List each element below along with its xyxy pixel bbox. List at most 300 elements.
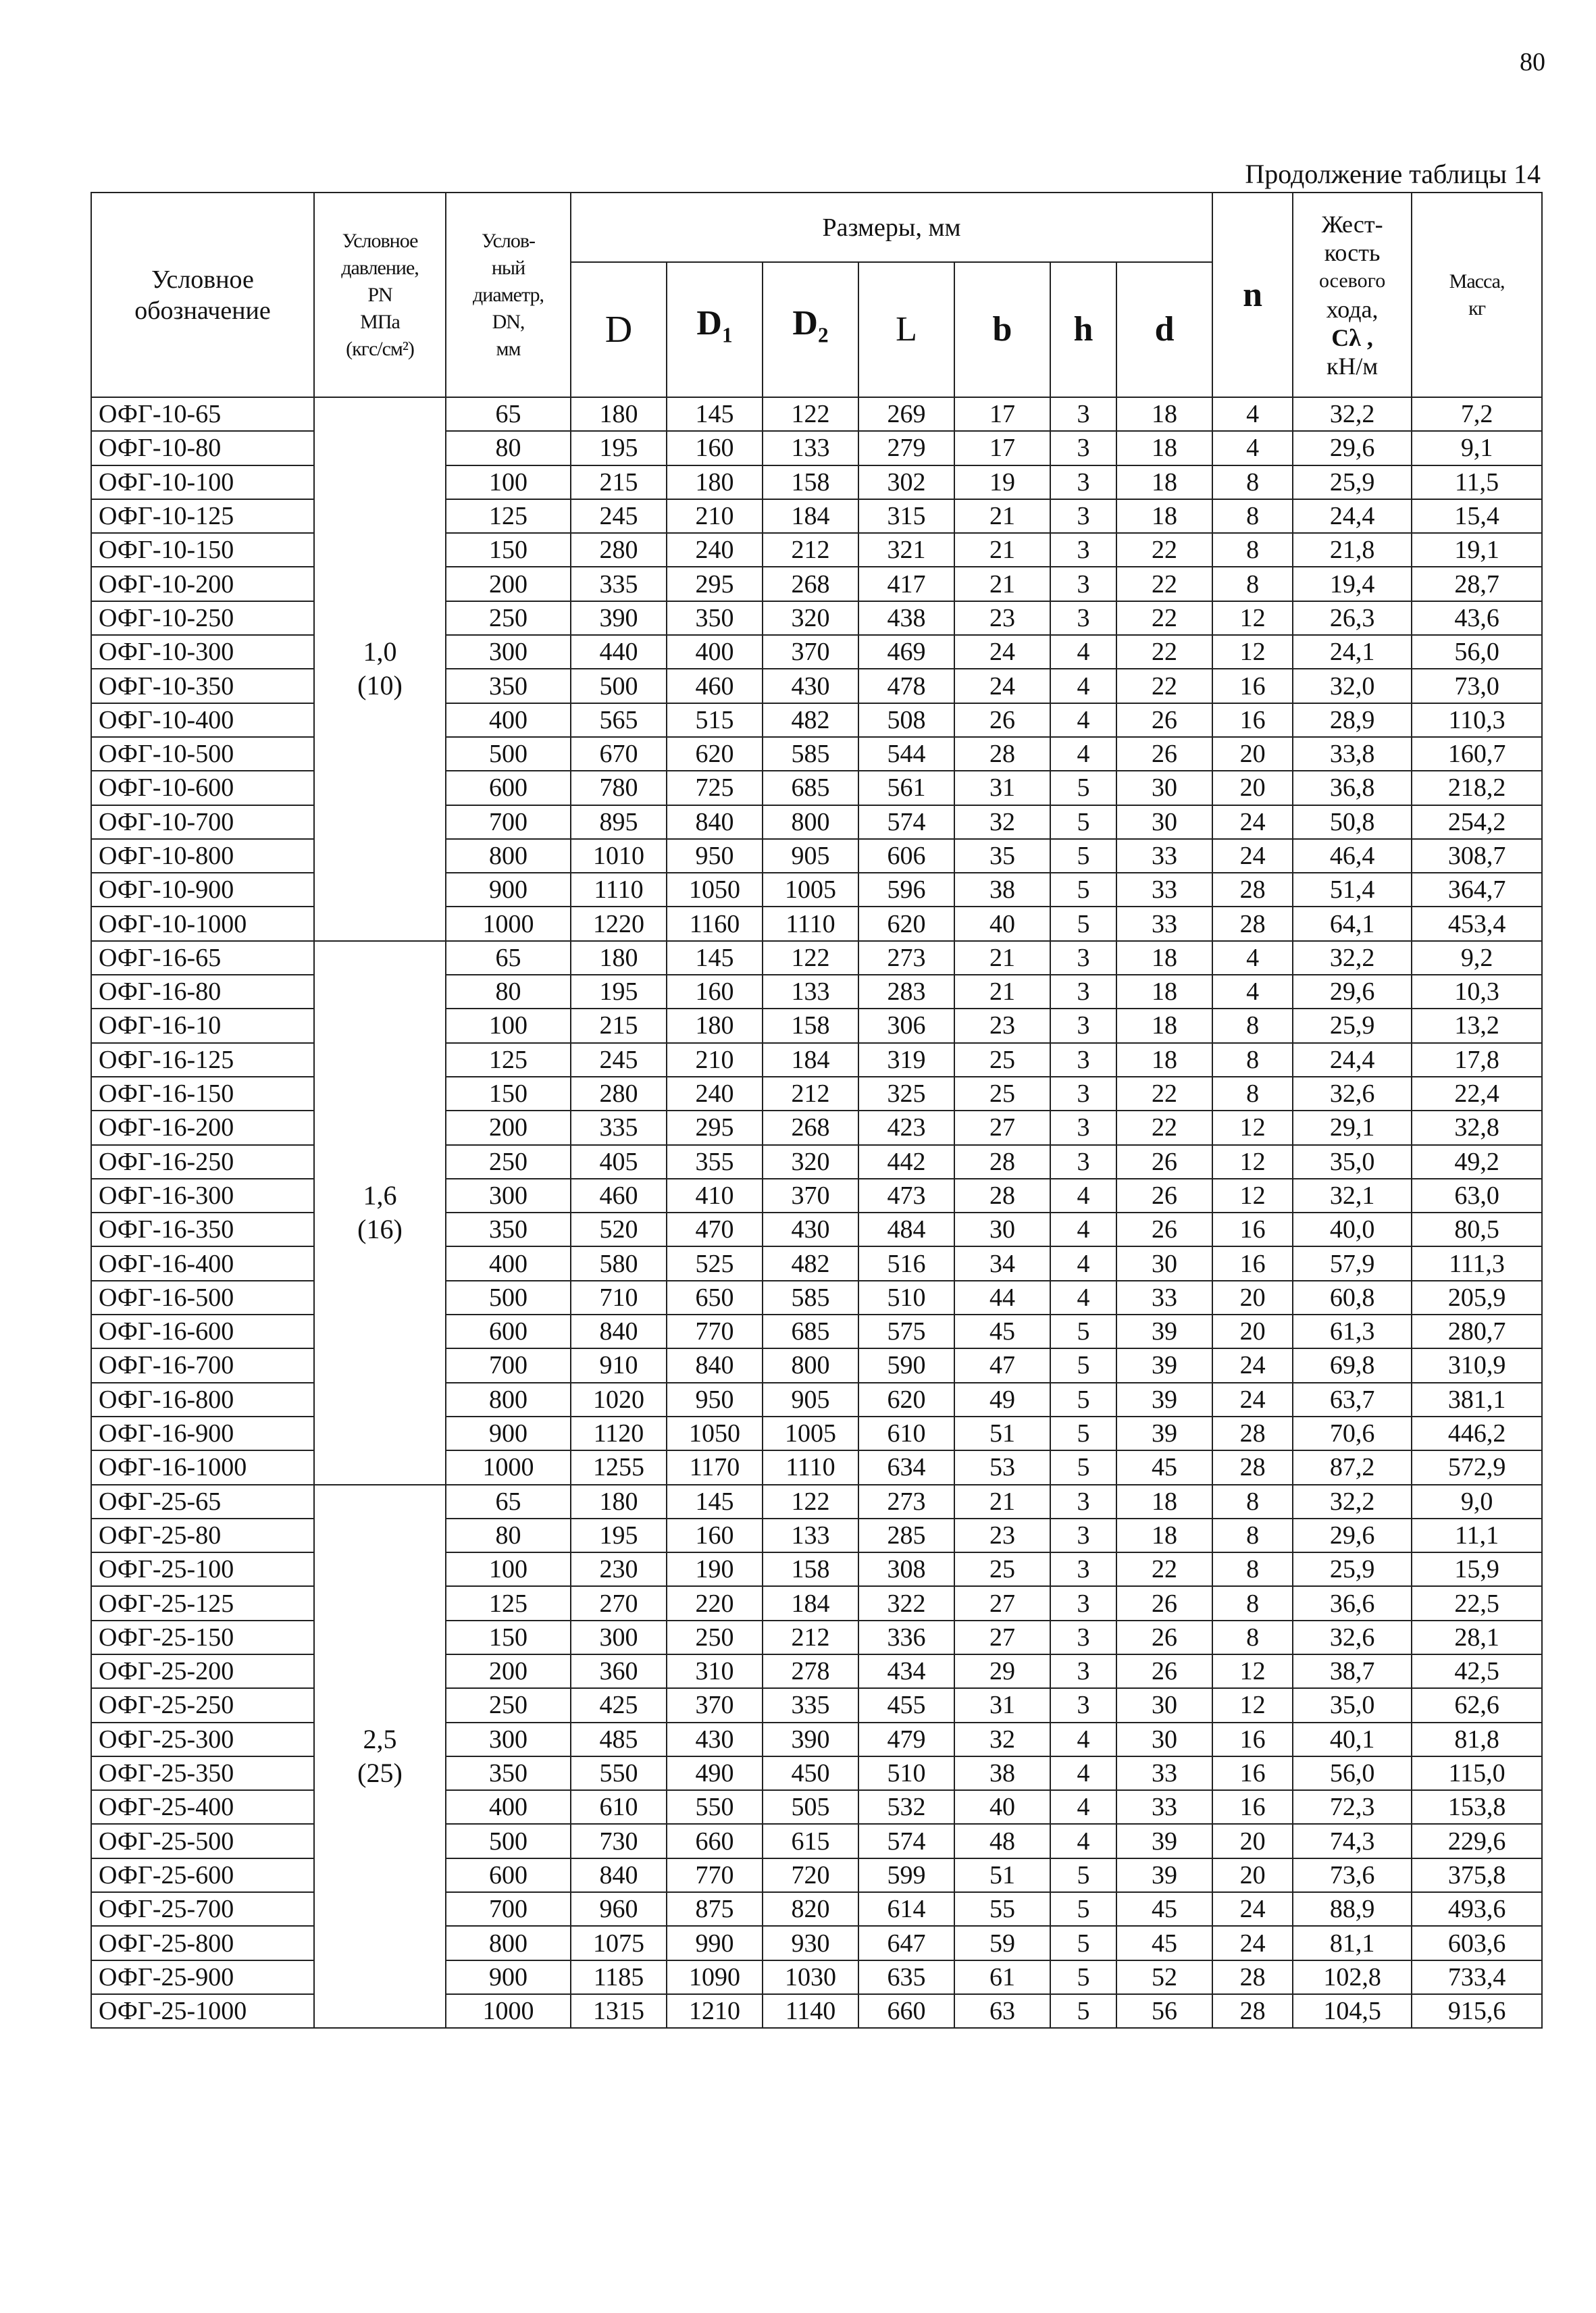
cell-h: 3 (1050, 465, 1116, 499)
cell-d: 22 (1116, 635, 1212, 669)
cell-b: 24 (954, 669, 1050, 703)
cell-b: 28 (954, 737, 1050, 771)
pn-group-cell (314, 941, 446, 1485)
cell-L: 660 (858, 1994, 954, 2028)
cell-D: 195 (571, 431, 667, 465)
cell-designation: ОФГ-25-65 (91, 1485, 314, 1519)
cell-L: 315 (858, 499, 954, 533)
header-b: b (954, 262, 1050, 397)
table-row (91, 1552, 1542, 1586)
cell-mass: 453,4 (1412, 907, 1542, 940)
table-row (91, 1009, 1542, 1042)
cell-D1: 725 (667, 771, 763, 805)
cell-stiffness: 57,9 (1293, 1246, 1412, 1280)
cell-stiffness: 46,4 (1293, 839, 1412, 873)
cell-mass: 205,9 (1412, 1281, 1542, 1315)
cell-stiffness: 102,8 (1293, 1960, 1412, 1994)
cell-b: 40 (954, 907, 1050, 940)
cell-L: 544 (858, 737, 954, 771)
cell-L: 336 (858, 1621, 954, 1654)
cell-D1: 1160 (667, 907, 763, 940)
cell-dn: 350 (446, 1213, 571, 1246)
cell-n: 16 (1212, 703, 1293, 737)
cell-stiffness: 25,9 (1293, 465, 1412, 499)
cell-n: 28 (1212, 907, 1293, 940)
cell-dn: 65 (446, 941, 571, 975)
cell-designation: ОФГ-10-150 (91, 533, 314, 567)
cell-n: 8 (1212, 1009, 1293, 1042)
cell-D: 780 (571, 771, 667, 805)
cell-dn: 1000 (446, 1994, 571, 2028)
cell-d: 39 (1116, 1824, 1212, 1858)
cell-h: 3 (1050, 1077, 1116, 1111)
page-number: 80 (1520, 48, 1545, 76)
cell-D2: 1005 (763, 873, 858, 907)
table-row (91, 635, 1542, 669)
table-row (91, 941, 1542, 975)
cell-D2: 482 (763, 1246, 858, 1280)
cell-n: 24 (1212, 1926, 1293, 1960)
cell-b: 51 (954, 1417, 1050, 1450)
cell-n: 24 (1212, 805, 1293, 839)
cell-D1: 310 (667, 1654, 763, 1688)
cell-stiffness: 32,6 (1293, 1621, 1412, 1654)
cell-D2: 430 (763, 669, 858, 703)
cell-D2: 212 (763, 1621, 858, 1654)
cell-mass: 15,4 (1412, 499, 1542, 533)
pn-mpa: 1,0 (363, 636, 397, 667)
cell-n: 20 (1212, 1858, 1293, 1892)
cell-b: 21 (954, 1485, 1050, 1519)
cell-stiffness: 74,3 (1293, 1824, 1412, 1858)
table-row (91, 499, 1542, 533)
cell-mass: 915,6 (1412, 1994, 1542, 2028)
cell-mass: 218,2 (1412, 771, 1542, 805)
cell-b: 32 (954, 805, 1050, 839)
cell-mass: 111,3 (1412, 1246, 1542, 1280)
cell-n: 16 (1212, 1723, 1293, 1756)
cell-dn: 200 (446, 1654, 571, 1688)
cell-D: 1075 (571, 1926, 667, 1960)
cell-D: 1315 (571, 1994, 667, 2028)
cell-dn: 400 (446, 1246, 571, 1280)
table-row (91, 567, 1542, 601)
cell-L: 438 (858, 601, 954, 635)
cell-D1: 180 (667, 1009, 763, 1042)
cell-d: 26 (1116, 1145, 1212, 1179)
cell-d: 18 (1116, 1043, 1212, 1077)
cell-mass: 80,5 (1412, 1213, 1542, 1246)
cell-h: 3 (1050, 1043, 1116, 1077)
cell-d: 30 (1116, 771, 1212, 805)
cell-h: 5 (1050, 1960, 1116, 1994)
cell-d: 30 (1116, 1246, 1212, 1280)
cell-b: 51 (954, 1858, 1050, 1892)
cell-mass: 63,0 (1412, 1179, 1542, 1213)
cell-D1: 990 (667, 1926, 763, 1960)
cell-h: 5 (1050, 907, 1116, 940)
cell-mass: 13,2 (1412, 1009, 1542, 1042)
cell-mass: 280,7 (1412, 1315, 1542, 1348)
cell-D1: 410 (667, 1179, 763, 1213)
cell-d: 18 (1116, 431, 1212, 465)
cell-D1: 210 (667, 499, 763, 533)
cell-d: 39 (1116, 1315, 1212, 1348)
cell-mass: 10,3 (1412, 975, 1542, 1009)
cell-D2: 320 (763, 601, 858, 635)
cell-L: 319 (858, 1043, 954, 1077)
table-row (91, 1450, 1542, 1484)
table-row (91, 771, 1542, 805)
cell-b: 59 (954, 1926, 1050, 1960)
cell-L: 269 (858, 397, 954, 431)
cell-D: 580 (571, 1246, 667, 1280)
table-row (91, 1994, 1542, 2028)
cell-D: 730 (571, 1824, 667, 1858)
cell-D1: 620 (667, 737, 763, 771)
header-D1: $D_1$ (667, 262, 763, 397)
cell-D1: 355 (667, 1145, 763, 1179)
cell-h: 3 (1050, 499, 1116, 533)
cell-designation: ОФГ-16-80 (91, 975, 314, 1009)
cell-h: 3 (1050, 533, 1116, 567)
table-row (91, 431, 1542, 465)
header-stiffness: Жест- кость осевого хода, Cλ , кН/м (1293, 193, 1412, 397)
cell-d: 22 (1116, 567, 1212, 601)
cell-designation: ОФГ-10-350 (91, 669, 314, 703)
cell-L: 273 (858, 941, 954, 975)
cell-b: 31 (954, 771, 1050, 805)
cell-stiffness: 72,3 (1293, 1790, 1412, 1824)
cell-D1: 250 (667, 1621, 763, 1654)
cell-stiffness: 33,8 (1293, 737, 1412, 771)
cell-d: 22 (1116, 1552, 1212, 1586)
table-row (91, 1723, 1542, 1756)
cell-d: 18 (1116, 1485, 1212, 1519)
cell-D1: 430 (667, 1723, 763, 1756)
cell-D: 245 (571, 1043, 667, 1077)
cell-stiffness: 40,1 (1293, 1723, 1412, 1756)
cell-D: 270 (571, 1586, 667, 1620)
cell-designation: ОФГ-16-200 (91, 1111, 314, 1144)
header-dn: Услов- ный диаметр, DN, мм (446, 193, 571, 397)
cell-stiffness: 24,4 (1293, 499, 1412, 533)
cell-D2: 685 (763, 771, 858, 805)
cell-L: 442 (858, 1145, 954, 1179)
cell-d: 18 (1116, 1009, 1212, 1042)
cell-D2: 268 (763, 1111, 858, 1144)
cell-D2: 930 (763, 1926, 858, 1960)
table-row (91, 1824, 1542, 1858)
cell-stiffness: 56,0 (1293, 1756, 1412, 1790)
cell-mass: 310,9 (1412, 1348, 1542, 1382)
cell-D: 1255 (571, 1450, 667, 1484)
cell-L: 620 (858, 907, 954, 940)
table-row (91, 1519, 1542, 1552)
cell-designation: ОФГ-25-300 (91, 1723, 314, 1756)
cell-n: 4 (1212, 975, 1293, 1009)
cell-designation: ОФГ-16-700 (91, 1348, 314, 1382)
cell-D2: 122 (763, 397, 858, 431)
cell-dn: 80 (446, 431, 571, 465)
cell-D2: 184 (763, 499, 858, 533)
cell-D: 390 (571, 601, 667, 635)
cell-d: 33 (1116, 1281, 1212, 1315)
cell-b: 21 (954, 499, 1050, 533)
cell-h: 5 (1050, 805, 1116, 839)
cell-mass: 110,3 (1412, 703, 1542, 737)
cell-D: 710 (571, 1281, 667, 1315)
table-row (91, 1111, 1542, 1144)
table-row (91, 533, 1542, 567)
cell-b: 29 (954, 1654, 1050, 1688)
table-row (91, 1926, 1542, 1960)
cell-L: 283 (858, 975, 954, 1009)
cell-D1: 550 (667, 1790, 763, 1824)
cell-D: 180 (571, 941, 667, 975)
cell-h: 4 (1050, 1213, 1116, 1246)
cell-stiffness: 24,4 (1293, 1043, 1412, 1077)
cell-D2: 1030 (763, 1960, 858, 1994)
cell-d: 26 (1116, 1654, 1212, 1688)
table-row (91, 975, 1542, 1009)
cell-d: 56 (1116, 1994, 1212, 2028)
cell-n: 12 (1212, 1654, 1293, 1688)
cell-b: 38 (954, 873, 1050, 907)
cell-h: 5 (1050, 1348, 1116, 1382)
cell-d: 33 (1116, 873, 1212, 907)
cell-dn: 500 (446, 737, 571, 771)
cell-n: 8 (1212, 499, 1293, 533)
cell-D1: 220 (667, 1586, 763, 1620)
cell-b: 21 (954, 975, 1050, 1009)
table-row (91, 1417, 1542, 1450)
header-n: n (1212, 193, 1293, 397)
cell-mass: 15,9 (1412, 1552, 1542, 1586)
cell-D: 195 (571, 975, 667, 1009)
cell-D2: 133 (763, 1519, 858, 1552)
cell-dn: 600 (446, 771, 571, 805)
cell-b: 30 (954, 1213, 1050, 1246)
cell-d: 33 (1116, 839, 1212, 873)
cell-mass: 572,9 (1412, 1450, 1542, 1484)
cell-D1: 1050 (667, 1417, 763, 1450)
header-mass: Масса, кг (1412, 193, 1542, 397)
table-row (91, 1654, 1542, 1688)
cell-mass: 160,7 (1412, 737, 1542, 771)
cell-stiffness: 19,4 (1293, 567, 1412, 601)
cell-b: 17 (954, 431, 1050, 465)
cell-b: 24 (954, 635, 1050, 669)
header-designation: Условное обозначение (91, 193, 314, 397)
cell-mass: 11,5 (1412, 465, 1542, 499)
cell-h: 3 (1050, 1688, 1116, 1722)
cell-D1: 160 (667, 975, 763, 1009)
cell-stiffness: 36,8 (1293, 771, 1412, 805)
table-row (91, 1688, 1542, 1722)
cell-L: 306 (858, 1009, 954, 1042)
cell-d: 22 (1116, 1077, 1212, 1111)
cell-stiffness: 25,9 (1293, 1552, 1412, 1586)
cell-designation: ОФГ-10-400 (91, 703, 314, 737)
cell-D2: 370 (763, 635, 858, 669)
cell-d: 22 (1116, 533, 1212, 567)
cell-dn: 200 (446, 1111, 571, 1144)
cell-dn: 350 (446, 1756, 571, 1790)
cell-n: 12 (1212, 635, 1293, 669)
cell-b: 61 (954, 1960, 1050, 1994)
cell-L: 434 (858, 1654, 954, 1688)
cell-dn: 700 (446, 1892, 571, 1926)
cell-D1: 875 (667, 1892, 763, 1926)
cell-dn: 900 (446, 873, 571, 907)
cell-b: 53 (954, 1450, 1050, 1484)
cell-D: 215 (571, 1009, 667, 1042)
cell-designation: ОФГ-25-800 (91, 1926, 314, 1960)
cell-b: 21 (954, 533, 1050, 567)
cell-d: 30 (1116, 805, 1212, 839)
cell-stiffness: 32,0 (1293, 669, 1412, 703)
cell-dn: 800 (446, 839, 571, 873)
header-dimensions: Размеры, мм (571, 193, 1212, 262)
cell-mass: 22,5 (1412, 1586, 1542, 1620)
cell-D: 610 (571, 1790, 667, 1824)
cell-n: 16 (1212, 1213, 1293, 1246)
cell-D1: 210 (667, 1043, 763, 1077)
cell-designation: ОФГ-25-500 (91, 1824, 314, 1858)
cell-stiffness: 36,6 (1293, 1586, 1412, 1620)
cell-L: 484 (858, 1213, 954, 1246)
cell-D: 1110 (571, 873, 667, 907)
cell-designation: ОФГ-10-600 (91, 771, 314, 805)
cell-d: 39 (1116, 1858, 1212, 1892)
cell-L: 279 (858, 431, 954, 465)
cell-D1: 370 (667, 1688, 763, 1722)
cell-b: 38 (954, 1756, 1050, 1790)
cell-dn: 65 (446, 397, 571, 431)
cell-b: 25 (954, 1552, 1050, 1586)
cell-dn: 300 (446, 1179, 571, 1213)
cell-h: 3 (1050, 397, 1116, 431)
cell-h: 5 (1050, 839, 1116, 873)
cell-D: 550 (571, 1756, 667, 1790)
cell-n: 28 (1212, 1450, 1293, 1484)
cell-D: 335 (571, 1111, 667, 1144)
cell-n: 20 (1212, 771, 1293, 805)
cell-D1: 470 (667, 1213, 763, 1246)
cell-h: 5 (1050, 1417, 1116, 1450)
table-row (91, 1960, 1542, 1994)
cell-D2: 133 (763, 431, 858, 465)
cell-D2: 505 (763, 1790, 858, 1824)
cell-mass: 9,1 (1412, 431, 1542, 465)
cell-D: 300 (571, 1621, 667, 1654)
table-row (91, 1281, 1542, 1315)
cell-dn: 900 (446, 1960, 571, 1994)
cell-D2: 122 (763, 1485, 858, 1519)
cell-mass: 49,2 (1412, 1145, 1542, 1179)
cell-designation: ОФГ-25-600 (91, 1858, 314, 1892)
cell-D: 910 (571, 1348, 667, 1382)
cell-d: 26 (1116, 737, 1212, 771)
table-row (91, 907, 1542, 940)
cell-n: 24 (1212, 839, 1293, 873)
table-row (91, 601, 1542, 635)
cell-L: 635 (858, 1960, 954, 1994)
cell-stiffness: 50,8 (1293, 805, 1412, 839)
flange-spec-table (91, 192, 1543, 2029)
table-row (91, 1858, 1542, 1892)
cell-d: 45 (1116, 1450, 1212, 1484)
cell-dn: 150 (446, 533, 571, 567)
cell-dn: 500 (446, 1281, 571, 1315)
cell-D1: 1210 (667, 1994, 763, 2028)
cell-dn: 700 (446, 1348, 571, 1382)
table-row (91, 737, 1542, 771)
cell-D: 1120 (571, 1417, 667, 1450)
cell-dn: 100 (446, 465, 571, 499)
cell-b: 35 (954, 839, 1050, 873)
cell-stiffness: 87,2 (1293, 1450, 1412, 1484)
cell-D: 440 (571, 635, 667, 669)
cell-D1: 840 (667, 805, 763, 839)
cell-h: 5 (1050, 873, 1116, 907)
cell-stiffness: 32,2 (1293, 397, 1412, 431)
cell-D1: 160 (667, 1519, 763, 1552)
cell-mass: 9,0 (1412, 1485, 1542, 1519)
cell-mass: 56,0 (1412, 635, 1542, 669)
cell-dn: 800 (446, 1383, 571, 1417)
cell-h: 3 (1050, 1621, 1116, 1654)
cell-n: 24 (1212, 1383, 1293, 1417)
cell-D: 670 (571, 737, 667, 771)
cell-h: 4 (1050, 1824, 1116, 1858)
cell-L: 510 (858, 1281, 954, 1315)
cell-D1: 770 (667, 1858, 763, 1892)
cell-D: 335 (571, 567, 667, 601)
table-row (91, 1043, 1542, 1077)
cell-dn: 100 (446, 1552, 571, 1586)
table-row (91, 1213, 1542, 1246)
cell-mass: 19,1 (1412, 533, 1542, 567)
cell-L: 574 (858, 1824, 954, 1858)
header-D: D (571, 262, 667, 397)
pn-group-cell (314, 1485, 446, 2029)
cell-dn: 1000 (446, 907, 571, 940)
cell-dn: 250 (446, 601, 571, 635)
cell-n: 8 (1212, 567, 1293, 601)
cell-dn: 100 (446, 1009, 571, 1042)
cell-designation: ОФГ-25-80 (91, 1519, 314, 1552)
cell-mass: 28,1 (1412, 1621, 1542, 1654)
cell-D: 485 (571, 1723, 667, 1756)
cell-b: 19 (954, 465, 1050, 499)
cell-D: 1185 (571, 1960, 667, 1994)
cell-D1: 460 (667, 669, 763, 703)
cell-dn: 150 (446, 1621, 571, 1654)
cell-designation: ОФГ-16-300 (91, 1179, 314, 1213)
cell-mass: 364,7 (1412, 873, 1542, 907)
cell-dn: 200 (446, 567, 571, 601)
cell-D2: 720 (763, 1858, 858, 1892)
cell-mass: 32,8 (1412, 1111, 1542, 1144)
cell-D1: 240 (667, 533, 763, 567)
cell-designation: ОФГ-16-800 (91, 1383, 314, 1417)
cell-D: 840 (571, 1315, 667, 1348)
cell-designation: ОФГ-10-700 (91, 805, 314, 839)
cell-h: 3 (1050, 431, 1116, 465)
cell-D2: 335 (763, 1688, 858, 1722)
